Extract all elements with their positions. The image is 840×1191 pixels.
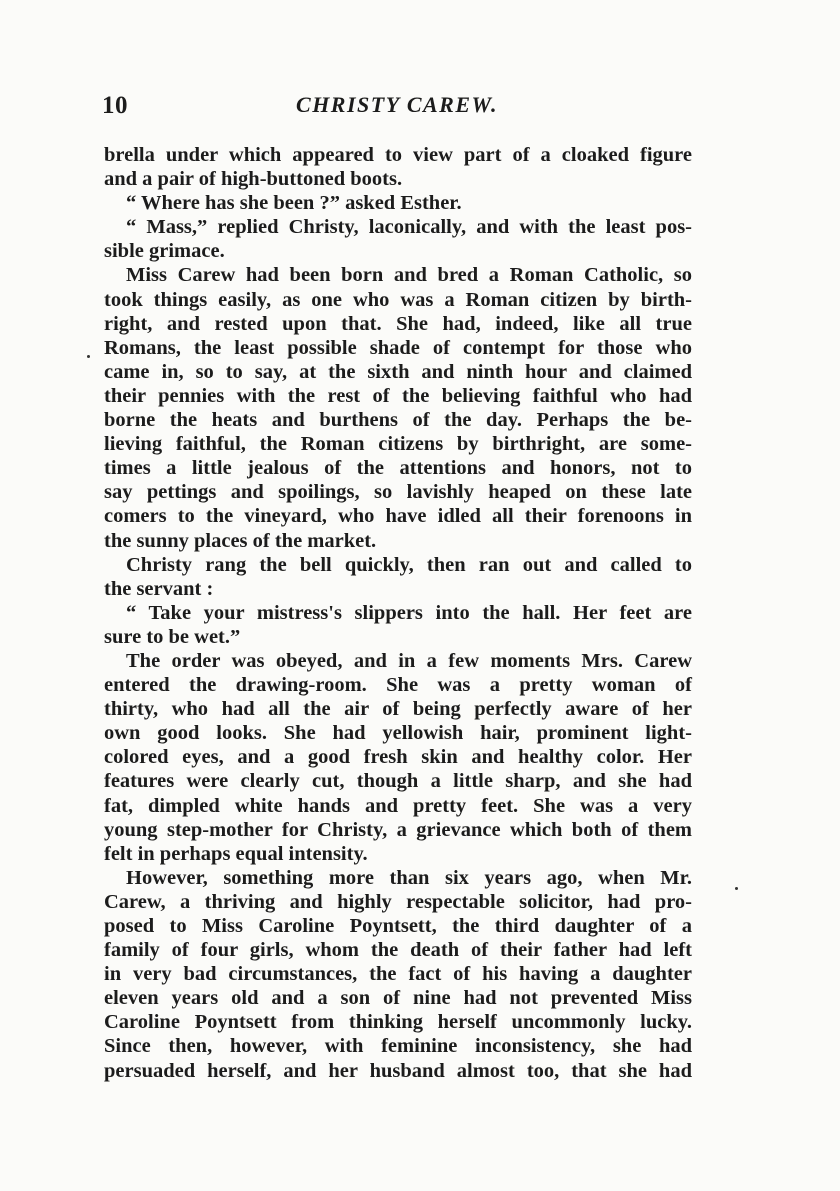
text-line: took things easily, as one who was a Roman citizen by birth- <box>104 288 692 311</box>
text-line: However, something more than six years ago, when Mr. <box>126 866 692 889</box>
text-line: colored eyes, and a good fresh skin and healthy color. Her <box>104 746 692 769</box>
text-line: right, and rested upon that. She had, indeed, like all true <box>104 312 692 335</box>
text-line: “ Mass,” replied Christy, laconically, and with the least pos- <box>126 216 692 239</box>
text-line: features were clearly cut, though a little sharp, and she had <box>104 770 692 793</box>
text-line: say pettings and spoilings, so lavishly heaped on these late <box>104 481 692 504</box>
text-line: Since then, however, with feminine inconsistency, she had <box>104 1035 692 1058</box>
text-line: young step-mother for Christy, a grievance which both of them <box>104 818 692 841</box>
text-line: times a little jealous of the attentions and honors, not to <box>104 457 692 480</box>
text-line: their pennies with the rest of the believing faithful who had <box>104 384 692 407</box>
text-line: Romans, the least possible shade of contempt for those who <box>104 336 692 359</box>
text-line: Christy rang the bell quickly, then ran out and called to <box>126 553 692 576</box>
text-line: thirty, who had all the air of being perfectly aware of her <box>104 698 692 721</box>
text-line: felt in perhaps equal intensity. <box>104 842 368 865</box>
text-line: sure to be wet.” <box>104 625 241 648</box>
text-line: The order was obeyed, and in a few moments Mrs. Carew <box>126 649 692 672</box>
text-line: fat, dimpled white hands and pretty feet. She was a very <box>104 794 692 817</box>
text-line: came in, so to say, at the sixth and ninth hour and claimed <box>104 360 692 383</box>
text-line: in very bad circumstances, the fact of his having a daughter <box>104 963 692 986</box>
text-line: persuaded herself, and her husband almost too, that she had <box>104 1059 692 1082</box>
text-line: brella under which appeared to view part of a cloaked figure <box>104 144 692 166</box>
text-line: entered the drawing-room. She was a pretty woman of <box>104 674 692 697</box>
margin-speck <box>87 355 90 358</box>
text-line: the servant : <box>104 577 214 600</box>
text-line: borne the heats and burthens of the day. Perhaps the be- <box>104 409 692 432</box>
page-number: 10 <box>102 92 128 119</box>
text-line: the sunny places of the market. <box>104 529 377 552</box>
text-line: own good looks. She had yellowish hair, prominent light- <box>104 722 692 745</box>
text-line: “ Where has she been ?” asked Esther. <box>126 192 462 215</box>
margin-speck <box>735 887 738 890</box>
text-line: “ Take your mistress's slippers into the hall. Her feet are <box>126 601 692 624</box>
body-text <box>104 143 692 1083</box>
text-line: eleven years old and a son of nine had not prevented Miss <box>104 987 692 1010</box>
text-line: and a pair of high-buttoned boots. <box>104 168 403 191</box>
text-line: lieving faithful, the Roman citizens by birthright, are some- <box>104 433 692 456</box>
text-line: Carew, a thriving and highly respectable solicitor, had pro- <box>104 890 692 913</box>
text-line: Caroline Poyntsett from thinking herself uncommonly lucky. <box>104 1011 692 1034</box>
running-title: CHRISTY CAREW. <box>296 92 498 117</box>
text-line: comers to the vineyard, who have idled all their forenoons in <box>104 505 692 528</box>
text-line: posed to Miss Caroline Poyntsett, the third daughter of a <box>104 915 692 937</box>
page-header <box>102 92 692 124</box>
text-line: Miss Carew had been born and bred a Roman Catholic, so <box>126 264 692 287</box>
text-line: sible grimace. <box>104 240 225 263</box>
text-line: family of four girls, whom the death of their father had left <box>104 939 692 962</box>
